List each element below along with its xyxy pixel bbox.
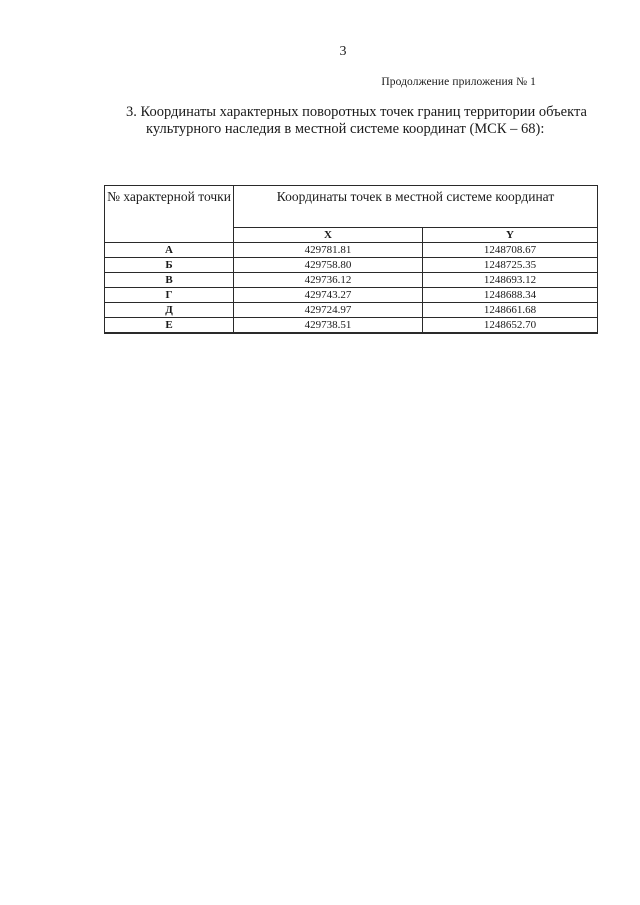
point-label: Д xyxy=(105,303,234,318)
x-value: 429738.51 xyxy=(234,318,423,334)
table-row xyxy=(105,318,598,334)
point-label: В xyxy=(105,273,234,288)
section-heading xyxy=(126,104,594,138)
point-label: Е xyxy=(105,318,234,334)
y-value: 1248693.12 xyxy=(423,273,598,288)
header-y: Y xyxy=(423,228,598,243)
x-value: 429736.12 xyxy=(234,273,423,288)
y-value: 1248661.68 xyxy=(423,303,598,318)
page-number: 3 xyxy=(339,44,347,59)
x-value: 429781.81 xyxy=(234,243,423,258)
table-row xyxy=(105,243,598,258)
y-value: 1248652.70 xyxy=(423,318,598,334)
table-row xyxy=(105,273,598,288)
y-value: 1248708.67 xyxy=(423,243,598,258)
x-value: 429724.97 xyxy=(234,303,423,318)
appendix-continuation-note: Продолжение приложения № 1 xyxy=(381,76,536,88)
table-row xyxy=(105,288,598,303)
point-label: А xyxy=(105,243,234,258)
coordinates-table xyxy=(104,185,598,334)
header-x: X xyxy=(234,228,423,243)
section-heading-text: 3. Координаты характерных поворотных точек границ территории объекта культурного наследия в местной системе координат (МСК – 68): xyxy=(126,104,587,137)
x-value: 429743.27 xyxy=(234,288,423,303)
table-row xyxy=(105,303,598,318)
table-header-row xyxy=(105,186,598,228)
header-point-number: № характерной точки xyxy=(105,186,234,243)
point-label: Г xyxy=(105,288,234,303)
y-value: 1248688.34 xyxy=(423,288,598,303)
point-label: Б xyxy=(105,258,234,273)
table-row xyxy=(105,258,598,273)
y-value: 1248725.35 xyxy=(423,258,598,273)
header-coordinates: Координаты точек в местной системе координат xyxy=(234,186,598,228)
x-value: 429758.80 xyxy=(234,258,423,273)
